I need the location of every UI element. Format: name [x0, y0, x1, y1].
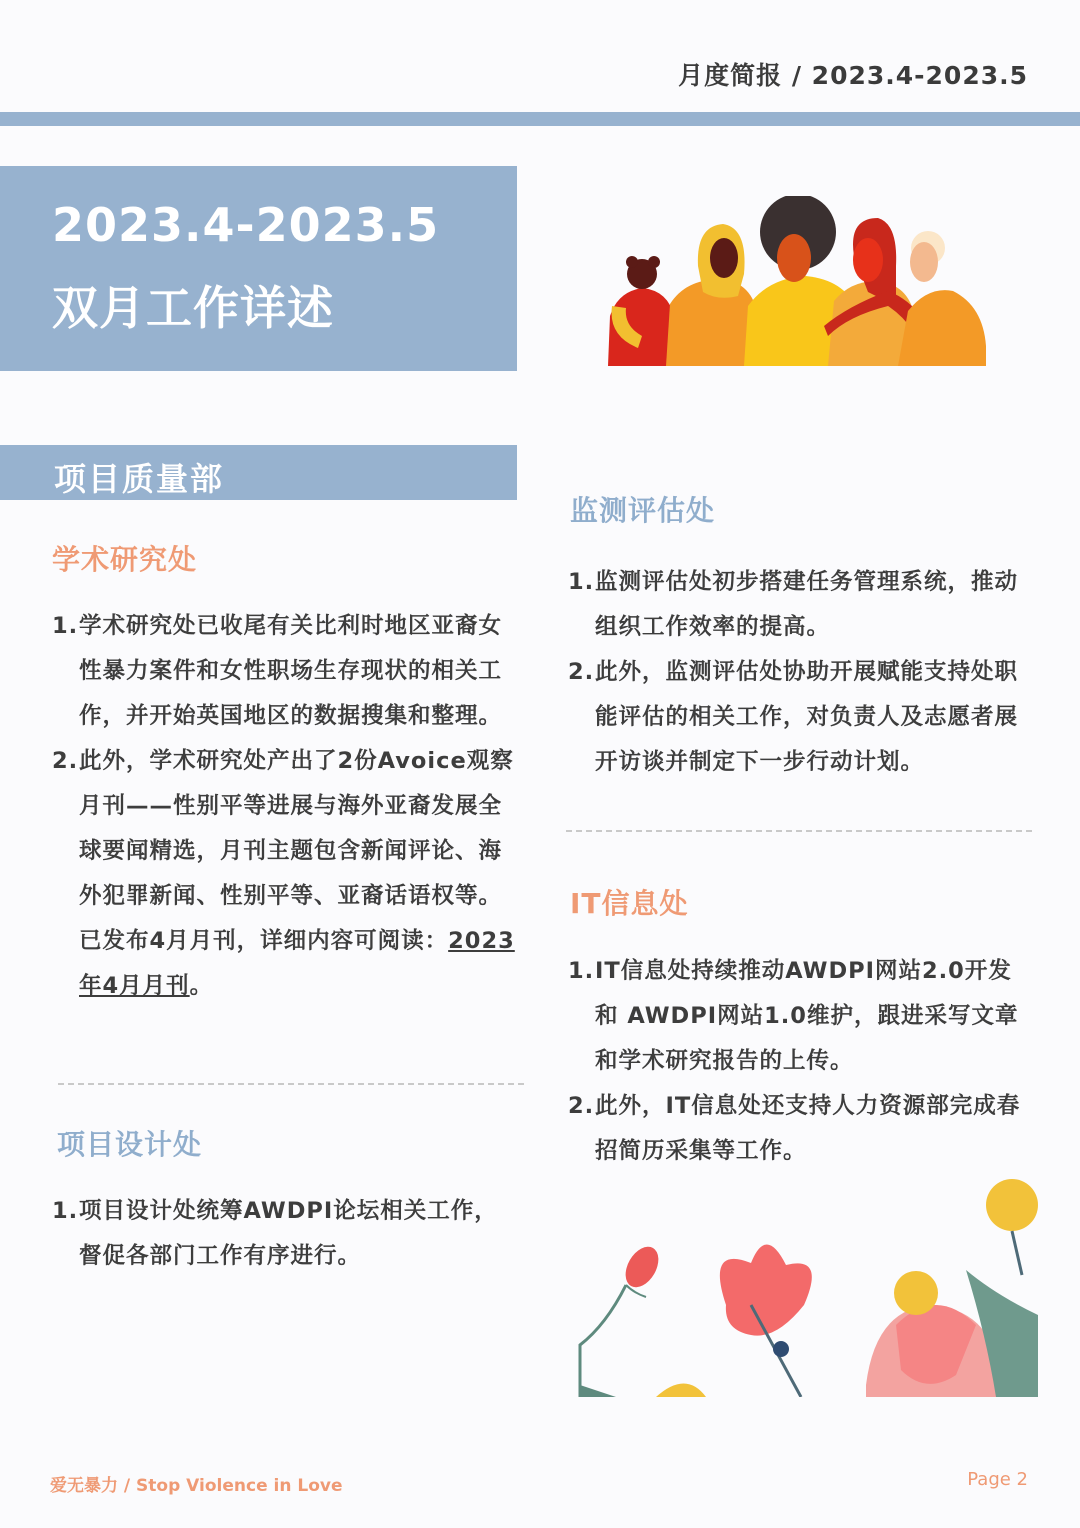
title-banner — [0, 166, 517, 371]
page-number: Page 2 — [967, 1469, 1028, 1490]
flowers-illustration — [576, 1165, 1038, 1397]
list-item: 2. 此外，IT信息处还支持人力资源部完成春招简历采集等工作。 — [568, 1093, 1021, 1164]
april-monthly-link[interactable]: 2023年4月月刊 — [79, 928, 515, 999]
list-item: 1. 项目设计处统筹AWDPI论坛相关工作，督促各部门工作有序进行。 — [52, 1198, 498, 1269]
newsletter-header: 月度简报 / 2023.4-2023.5 — [678, 61, 1028, 90]
project-design-list — [52, 1189, 507, 1279]
header-divider-bar — [0, 112, 1080, 126]
monitoring-evaluation-title: 监测评估处 — [570, 494, 716, 527]
it-info-list — [568, 949, 1030, 1174]
monitoring-evaluation-list — [568, 560, 1030, 785]
title-subtitle: 双月工作详述 — [52, 281, 334, 335]
list-item: 2. 此外，监测评估处协助开展赋能支持处职能评估的相关工作，对负责人及志愿者展开访谈并制定下一步行动计划。 — [568, 659, 1019, 775]
women-group-illustration — [598, 196, 993, 371]
list-item: 1. 学术研究处已收尾有关比利时地区亚裔女性暴力案件和女性职场生存现状的相关工作，并开始英国地区的数据搜集和整理。 — [52, 613, 503, 729]
academic-research-list — [52, 604, 518, 1009]
list-item: 1. 监测评估处初步搭建任务管理系统，推动组织工作效率的提高。 — [568, 569, 1019, 640]
title-date-range: 2023.4-2023.5 — [52, 198, 440, 252]
section-divider — [566, 830, 1032, 832]
it-info-title: IT信息处 — [570, 887, 689, 920]
department-title: 项目质量部 — [54, 460, 225, 498]
section-divider — [58, 1083, 524, 1085]
project-design-title: 项目设计处 — [57, 1128, 203, 1161]
list-item: 1. IT信息处持续推动AWDPI网站2.0开发和 AWDPI网站1.0维护，跟进采写文章和学术研究报告的上传。 — [568, 958, 1019, 1074]
academic-research-title: 学术研究处 — [52, 543, 198, 576]
footer-brand: 爱无暴力 / Stop Violence in Love — [50, 1476, 343, 1496]
list-item: 2. 此外，学术研究处产出了2份Avoice观察月刊——性别平等进展与海外亚裔发展全球要闻精选，月刊主题包含新闻评论、海外犯罪新闻、性别平等、亚裔话语权等。已发布4月月刊，详细内容可阅读：2023年4月月刊。 — [52, 748, 515, 999]
